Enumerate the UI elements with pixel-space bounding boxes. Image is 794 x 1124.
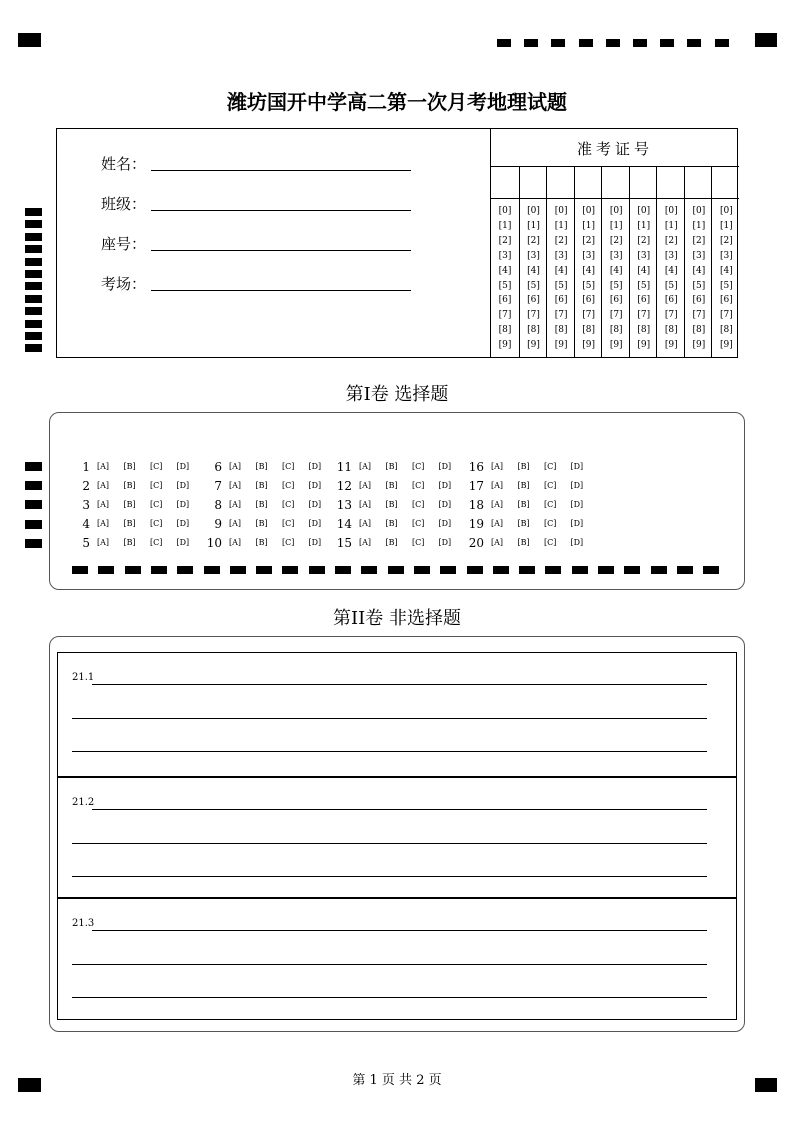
- choice-bubble[interactable]: [B]: [123, 519, 136, 528]
- name-label: 姓名：: [101, 155, 147, 173]
- exam-id-digit-bubble[interactable]: [5]: [527, 280, 540, 291]
- answer-line[interactable]: [72, 876, 707, 877]
- exam-id-digit-bubble[interactable]: [4]: [609, 265, 623, 276]
- exam-id-digit-bubble[interactable]: [6]: [554, 295, 568, 306]
- exam-id-column[interactable]: [711, 166, 739, 357]
- choice-bubble[interactable]: [A]: [491, 538, 504, 547]
- question-number: 11: [336, 460, 352, 474]
- choice-bubble[interactable]: [D]: [308, 481, 322, 490]
- choice-bubble[interactable]: [B]: [123, 538, 136, 547]
- answer-line[interactable]: [72, 964, 707, 965]
- timing-mark: [25, 320, 42, 328]
- exam-id-digit-bubble[interactable]: [7]: [720, 310, 733, 321]
- exam-id-digit-bubble[interactable]: [7]: [582, 310, 596, 321]
- exam-id-digit-bubble[interactable]: [1]: [498, 220, 512, 231]
- page-title: 潍坊国开中学高二第一次月考地理试题: [227, 90, 567, 114]
- exam-id-digit-bubble[interactable]: [0]: [664, 206, 678, 216]
- timing-mark: [309, 566, 325, 574]
- exam-id-digit-bubble[interactable]: [9]: [637, 340, 651, 351]
- page-footer: 第 1 页 共 2 页: [352, 1073, 442, 1088]
- choice-bubble[interactable]: [D]: [570, 500, 584, 509]
- exam-id-digit-bubble[interactable]: [2]: [664, 235, 678, 246]
- timing-mark: [25, 332, 42, 340]
- timing-mark: [25, 462, 42, 471]
- corner-mark-top-left: [18, 33, 41, 47]
- choice-bubble[interactable]: [D]: [570, 462, 584, 471]
- choice-bubble[interactable]: [D]: [570, 538, 584, 547]
- exam-id-digit-bubble[interactable]: [2]: [609, 235, 623, 246]
- choice-bubble[interactable]: [A]: [97, 500, 110, 509]
- exam-id-digit-bubble[interactable]: [1]: [692, 220, 706, 231]
- choice-bubble[interactable]: [D]: [176, 500, 190, 509]
- timing-mark: [677, 566, 693, 574]
- answer-box[interactable]: [57, 652, 737, 777]
- question-number: 7: [214, 479, 222, 493]
- exam-id-digit-bubble[interactable]: [7]: [527, 310, 540, 321]
- exam-id-digit-bubble[interactable]: [1]: [664, 220, 678, 231]
- exam-id-digit-bubble[interactable]: [8]: [720, 325, 733, 336]
- class-line[interactable]: [151, 210, 411, 211]
- exam-id-digit-bubble[interactable]: [6]: [664, 295, 678, 306]
- timing-mark: [633, 39, 647, 47]
- choice-bubble[interactable]: [A]: [97, 481, 110, 490]
- exam-id-digit-bubble[interactable]: [7]: [637, 310, 651, 321]
- exam-id-column[interactable]: [574, 166, 602, 357]
- choice-bubble[interactable]: [B]: [123, 462, 136, 471]
- choice-bubble[interactable]: [B]: [123, 500, 136, 509]
- timing-mark: [151, 566, 167, 574]
- exam-id-digit-bubble[interactable]: [0]: [692, 206, 706, 216]
- answer-line[interactable]: [92, 930, 707, 931]
- exam-id-panel: [490, 129, 739, 357]
- question-number: 15: [336, 536, 352, 550]
- exam-id-digit-bubble[interactable]: [8]: [554, 325, 568, 336]
- exam-id-digit-bubble[interactable]: [5]: [637, 280, 651, 291]
- exam-id-digit-bubble[interactable]: [3]: [554, 250, 568, 261]
- choice-bubble[interactable]: [B]: [517, 500, 530, 509]
- choice-bubble[interactable]: [B]: [255, 538, 268, 547]
- choice-bubble[interactable]: [C]: [544, 500, 557, 509]
- exam-id-digit-bubble[interactable]: [4]: [664, 265, 678, 276]
- exam-id-digit-bubble[interactable]: [5]: [609, 280, 623, 291]
- exam-id-digit-bubble[interactable]: [0]: [582, 206, 596, 216]
- question-number: 10: [206, 536, 222, 550]
- question-number: 14: [336, 517, 352, 531]
- choice-bubble[interactable]: [A]: [229, 519, 242, 528]
- timing-mark: [687, 39, 701, 47]
- question-number: 13: [336, 498, 352, 512]
- question-number: 20: [468, 536, 484, 550]
- choice-bubble[interactable]: [A]: [491, 481, 504, 490]
- answer-label: 21.3: [72, 918, 95, 929]
- section1-title: 第I卷 选择题: [345, 384, 449, 405]
- choice-bubble[interactable]: [B]: [255, 500, 268, 509]
- choice-bubble[interactable]: [D]: [308, 538, 322, 547]
- exam-id-digit-bubble[interactable]: [6]: [720, 295, 733, 306]
- choice-bubble[interactable]: [B]: [255, 519, 268, 528]
- exam-id-digit-bubble[interactable]: [2]: [527, 235, 540, 246]
- choice-bubble[interactable]: [B]: [385, 538, 398, 547]
- choice-bubble[interactable]: [A]: [229, 462, 242, 471]
- timing-mark: [72, 566, 88, 574]
- choice-bubble[interactable]: [A]: [359, 481, 372, 490]
- exam-id-digit-bubble[interactable]: [1]: [720, 220, 733, 231]
- choice-bubble[interactable]: [D]: [176, 519, 190, 528]
- exam-id-digit-bubble[interactable]: [9]: [720, 340, 733, 351]
- exam-id-digit-bubble[interactable]: [2]: [498, 235, 512, 246]
- exam-id-digit-bubble[interactable]: [1]: [554, 220, 568, 231]
- question-number: 3: [82, 498, 90, 512]
- timing-mark: [598, 566, 614, 574]
- exam-id-digit-bubble[interactable]: [0]: [720, 206, 733, 216]
- exam-room-line[interactable]: [151, 290, 411, 291]
- name-line[interactable]: [151, 170, 411, 171]
- timing-mark: [497, 39, 511, 47]
- exam-id-digit-bubble[interactable]: [6]: [498, 295, 512, 306]
- exam-id-digit-bubble[interactable]: [5]: [664, 280, 678, 291]
- exam-id-digit-bubble[interactable]: [8]: [582, 325, 596, 336]
- exam-id-write-cell[interactable]: [547, 166, 574, 199]
- exam-id-digit-bubble[interactable]: [3]: [527, 250, 540, 261]
- question-number: 9: [214, 517, 222, 531]
- exam-id-digit-bubble[interactable]: [0]: [637, 206, 651, 216]
- exam-id-digit-bubble[interactable]: [2]: [554, 235, 568, 246]
- exam-room-label: 考场：: [101, 275, 147, 293]
- exam-id-digit-bubble[interactable]: [7]: [692, 310, 706, 321]
- exam-id-digit-bubble[interactable]: [6]: [527, 295, 540, 306]
- choice-bubble[interactable]: [D]: [176, 481, 190, 490]
- exam-id-digit-bubble[interactable]: [1]: [637, 220, 651, 231]
- timing-mark: [25, 500, 42, 509]
- choice-bubble[interactable]: [C]: [150, 538, 163, 547]
- choice-bubble[interactable]: [D]: [438, 519, 452, 528]
- timing-mark: [25, 208, 42, 216]
- timing-mark: [25, 481, 42, 490]
- choice-bubble[interactable]: [C]: [282, 519, 295, 528]
- exam-id-write-cell[interactable]: [520, 166, 547, 199]
- choice-bubble[interactable]: [A]: [491, 519, 504, 528]
- exam-id-digit-bubble[interactable]: [6]: [582, 295, 596, 306]
- answer-box[interactable]: [57, 898, 737, 1020]
- choice-bubble[interactable]: [D]: [308, 462, 322, 471]
- exam-id-digit-bubble[interactable]: [8]: [498, 325, 512, 336]
- timing-mark: [388, 566, 404, 574]
- timing-mark: [660, 39, 674, 47]
- exam-id-write-cell[interactable]: [685, 166, 712, 199]
- choice-bubble[interactable]: [D]: [308, 500, 322, 509]
- choice-bubble[interactable]: [B]: [385, 462, 398, 471]
- class-field[interactable]: [101, 193, 146, 214]
- exam-id-digit-bubble[interactable]: [5]: [582, 280, 596, 291]
- choice-bubble[interactable]: [A]: [359, 462, 372, 471]
- exam-id-digit-bubble[interactable]: [9]: [692, 340, 706, 351]
- answer-line[interactable]: [72, 718, 707, 719]
- exam-id-digit-bubble[interactable]: [9]: [582, 340, 596, 351]
- exam-id-digit-bubble[interactable]: [5]: [498, 280, 512, 291]
- choice-bubble[interactable]: [B]: [517, 481, 530, 490]
- exam-id-digit-bubble[interactable]: [8]: [692, 325, 706, 336]
- exam-id-digit-bubble[interactable]: [1]: [527, 220, 540, 231]
- exam-id-digit-bubble[interactable]: [8]: [637, 325, 651, 336]
- choice-bubble[interactable]: [B]: [517, 462, 530, 471]
- exam-id-digit-bubble[interactable]: [7]: [554, 310, 568, 321]
- exam-id-digit-bubble[interactable]: [5]: [720, 280, 733, 291]
- exam-id-column[interactable]: [629, 166, 657, 357]
- choice-bubble[interactable]: [C]: [544, 481, 557, 490]
- choice-bubble[interactable]: [B]: [517, 519, 530, 528]
- timing-mark: [545, 566, 561, 574]
- exam-id-column[interactable]: [519, 166, 547, 357]
- choice-bubble[interactable]: [C]: [412, 538, 425, 547]
- timing-mark: [606, 39, 620, 47]
- timing-mark: [25, 245, 42, 253]
- answer-line[interactable]: [72, 997, 707, 998]
- choice-bubble[interactable]: [A]: [97, 519, 110, 528]
- choice-bubble[interactable]: [A]: [491, 462, 504, 471]
- question-number: 1: [82, 460, 90, 474]
- choice-bubble[interactable]: [D]: [438, 538, 452, 547]
- exam-id-write-cell[interactable]: [630, 166, 657, 199]
- question-number: 12: [336, 479, 352, 493]
- answer-label: 21.1: [72, 672, 95, 683]
- question-number: 19: [468, 517, 484, 531]
- exam-id-digit-bubble[interactable]: [2]: [692, 235, 706, 246]
- choice-bubble[interactable]: [D]: [308, 519, 322, 528]
- choice-bubble[interactable]: [B]: [385, 519, 398, 528]
- exam-id-digit-bubble[interactable]: [0]: [609, 206, 623, 216]
- choice-bubble[interactable]: [C]: [544, 519, 557, 528]
- choice-bubble[interactable]: [C]: [412, 519, 425, 528]
- question-number: 4: [82, 517, 90, 531]
- exam-id-digit-bubble[interactable]: [8]: [664, 325, 678, 336]
- timing-mark: [25, 258, 42, 266]
- exam-id-digit-bubble[interactable]: [6]: [609, 295, 623, 306]
- exam-id-digit-bubble[interactable]: [3]: [498, 250, 512, 261]
- exam-id-digit-bubble[interactable]: [9]: [498, 340, 512, 351]
- timing-mark: [282, 566, 298, 574]
- timing-mark: [579, 39, 593, 47]
- exam-id-digit-bubble[interactable]: [8]: [527, 325, 540, 336]
- exam-id-digit-bubble[interactable]: [5]: [692, 280, 706, 291]
- timing-mark: [25, 233, 42, 241]
- exam-id-digit-bubble[interactable]: [0]: [498, 206, 512, 216]
- choice-bubble[interactable]: [C]: [412, 481, 425, 490]
- choice-bubble[interactable]: [D]: [438, 500, 452, 509]
- choice-bubble[interactable]: [C]: [282, 538, 295, 547]
- timing-mark: [572, 566, 588, 574]
- candidate-info-box: [56, 128, 738, 358]
- choice-bubble[interactable]: [A]: [359, 519, 372, 528]
- exam-id-digit-bubble[interactable]: [6]: [692, 295, 706, 306]
- exam-id-digit-bubble[interactable]: [1]: [582, 220, 596, 231]
- answer-line[interactable]: [92, 809, 707, 810]
- exam-id-digit-bubble[interactable]: [7]: [609, 310, 623, 321]
- exam-id-write-cell[interactable]: [602, 166, 629, 199]
- choice-bubble[interactable]: [B]: [255, 481, 268, 490]
- exam-id-digit-bubble[interactable]: [3]: [582, 250, 596, 261]
- choice-bubble[interactable]: [D]: [438, 481, 452, 490]
- question-number: 17: [468, 479, 484, 493]
- exam-id-digit-bubble[interactable]: [9]: [609, 340, 623, 351]
- choice-bubble[interactable]: [D]: [570, 481, 584, 490]
- choice-bubble[interactable]: [C]: [544, 538, 557, 547]
- exam-id-digit-bubble[interactable]: [3]: [720, 250, 733, 261]
- seat-field[interactable]: [101, 233, 146, 254]
- answer-line[interactable]: [92, 684, 707, 685]
- answer-line[interactable]: [72, 843, 707, 844]
- timing-mark: [98, 566, 114, 574]
- timing-mark: [493, 566, 509, 574]
- timing-mark: [551, 39, 565, 47]
- question-number: 16: [468, 460, 484, 474]
- choice-bubble[interactable]: [C]: [150, 462, 163, 471]
- exam-id-write-cell[interactable]: [712, 166, 739, 199]
- exam-id-write-cell[interactable]: [491, 166, 519, 199]
- choice-bubble[interactable]: [B]: [517, 538, 530, 547]
- timing-mark: [256, 566, 272, 574]
- timing-mark: [467, 566, 483, 574]
- timing-mark: [25, 307, 42, 315]
- question-number: 8: [214, 498, 222, 512]
- choice-bubble[interactable]: [C]: [412, 500, 425, 509]
- choice-bubble[interactable]: [C]: [150, 500, 163, 509]
- answer-box[interactable]: [57, 777, 737, 898]
- exam-id-digit-bubble[interactable]: [5]: [554, 280, 568, 291]
- exam-id-digit-bubble[interactable]: [3]: [664, 250, 678, 261]
- timing-mark: [25, 220, 42, 228]
- corner-mark-top-right: [755, 33, 777, 47]
- exam-id-digit-bubble[interactable]: [0]: [554, 206, 568, 216]
- class-label: 班级：: [101, 195, 147, 213]
- exam-id-digit-bubble[interactable]: [2]: [637, 235, 651, 246]
- exam-id-digit-bubble[interactable]: [2]: [582, 235, 596, 246]
- timing-mark: [25, 295, 42, 303]
- choice-bubble[interactable]: [B]: [123, 481, 136, 490]
- choice-bubble[interactable]: [D]: [570, 519, 584, 528]
- exam-id-column[interactable]: [656, 166, 684, 357]
- exam-id-digit-bubble[interactable]: [4]: [720, 265, 733, 276]
- choice-bubble[interactable]: [C]: [150, 519, 163, 528]
- exam-id-column[interactable]: [491, 166, 519, 357]
- exam-id-column[interactable]: [601, 166, 629, 357]
- choice-bubble[interactable]: [D]: [438, 462, 452, 471]
- choice-bubble[interactable]: [C]: [150, 481, 163, 490]
- exam-id-digit-bubble[interactable]: [4]: [498, 265, 512, 276]
- timing-mark: [25, 270, 42, 278]
- exam-id-write-cell[interactable]: [575, 166, 602, 199]
- timing-mark: [715, 39, 729, 47]
- exam-id-digit-bubble[interactable]: [7]: [498, 310, 512, 321]
- timing-mark: [414, 566, 430, 574]
- exam-id-digit-bubble[interactable]: [3]: [692, 250, 706, 261]
- timing-mark: [25, 282, 42, 290]
- timing-mark: [703, 566, 719, 574]
- exam-id-digit-bubble[interactable]: [9]: [664, 340, 678, 351]
- exam-id-digit-bubble[interactable]: [4]: [554, 265, 568, 276]
- exam-id-digit-bubble[interactable]: [0]: [527, 206, 540, 216]
- exam-id-digit-bubble[interactable]: [9]: [527, 340, 540, 351]
- choice-bubble[interactable]: [B]: [255, 462, 268, 471]
- exam-id-column[interactable]: [684, 166, 712, 357]
- exam-id-digit-bubble[interactable]: [3]: [637, 250, 651, 261]
- timing-mark: [25, 539, 42, 548]
- timing-mark: [25, 520, 42, 529]
- timing-mark: [519, 566, 535, 574]
- choice-bubble[interactable]: [A]: [359, 538, 372, 547]
- choice-bubble[interactable]: [B]: [385, 500, 398, 509]
- timing-mark: [125, 566, 141, 574]
- choice-bubble[interactable]: [C]: [412, 462, 425, 471]
- section2-title: 第II卷 非选择题: [333, 608, 461, 629]
- question-number: 6: [214, 460, 222, 474]
- choice-bubble[interactable]: [A]: [97, 462, 110, 471]
- choice-bubble[interactable]: [D]: [176, 462, 190, 471]
- choice-bubble[interactable]: [A]: [229, 500, 242, 509]
- question-number: 18: [468, 498, 484, 512]
- choice-bubble[interactable]: [C]: [282, 500, 295, 509]
- timing-mark: [624, 566, 640, 574]
- timing-mark: [361, 566, 377, 574]
- exam-id-write-cell[interactable]: [657, 166, 684, 199]
- choice-bubble[interactable]: [C]: [544, 462, 557, 471]
- timing-mark: [177, 566, 193, 574]
- exam-id-digit-bubble[interactable]: [4]: [527, 265, 540, 276]
- choice-bubble[interactable]: [A]: [229, 538, 242, 547]
- timing-mark: [440, 566, 456, 574]
- choice-bubble[interactable]: [A]: [229, 481, 242, 490]
- exam-id-digit-bubble[interactable]: [1]: [609, 220, 623, 231]
- timing-mark: [204, 566, 220, 574]
- timing-mark: [230, 566, 246, 574]
- timing-mark: [651, 566, 667, 574]
- timing-mark: [524, 39, 538, 47]
- exam-id-digit-bubble[interactable]: [4]: [582, 265, 596, 276]
- answer-label: 21.2: [72, 797, 95, 808]
- timing-mark: [335, 566, 351, 574]
- choice-bubble[interactable]: [D]: [176, 538, 190, 547]
- choice-bubble[interactable]: [B]: [385, 481, 398, 490]
- exam-room-field[interactable]: [101, 273, 146, 294]
- exam-id-digit-bubble[interactable]: [8]: [609, 325, 623, 336]
- exam-id-digit-bubble[interactable]: [9]: [554, 340, 568, 351]
- exam-id-column[interactable]: [546, 166, 574, 357]
- exam-id-digit-bubble[interactable]: [6]: [637, 295, 651, 306]
- choice-bubble[interactable]: [C]: [282, 462, 295, 471]
- question-number: 2: [82, 479, 90, 493]
- choice-bubble[interactable]: [A]: [359, 500, 372, 509]
- exam-id-digit-bubble[interactable]: [3]: [609, 250, 623, 261]
- choice-bubble[interactable]: [A]: [491, 500, 504, 509]
- name-field[interactable]: [101, 153, 146, 174]
- choice-bubble[interactable]: [A]: [97, 538, 110, 547]
- timing-mark: [25, 344, 42, 352]
- exam-id-digit-bubble[interactable]: [4]: [692, 265, 706, 276]
- exam-id-digit-bubble[interactable]: [4]: [637, 265, 651, 276]
- seat-line[interactable]: [151, 250, 411, 251]
- answer-line[interactable]: [72, 751, 707, 752]
- exam-id-header: 准考证号: [491, 129, 739, 167]
- seat-label: 座号：: [101, 235, 147, 253]
- choice-bubble[interactable]: [C]: [282, 481, 295, 490]
- exam-id-digit-bubble[interactable]: [2]: [720, 235, 733, 246]
- exam-id-digit-bubble[interactable]: [7]: [664, 310, 678, 321]
- question-number: 5: [82, 536, 90, 550]
